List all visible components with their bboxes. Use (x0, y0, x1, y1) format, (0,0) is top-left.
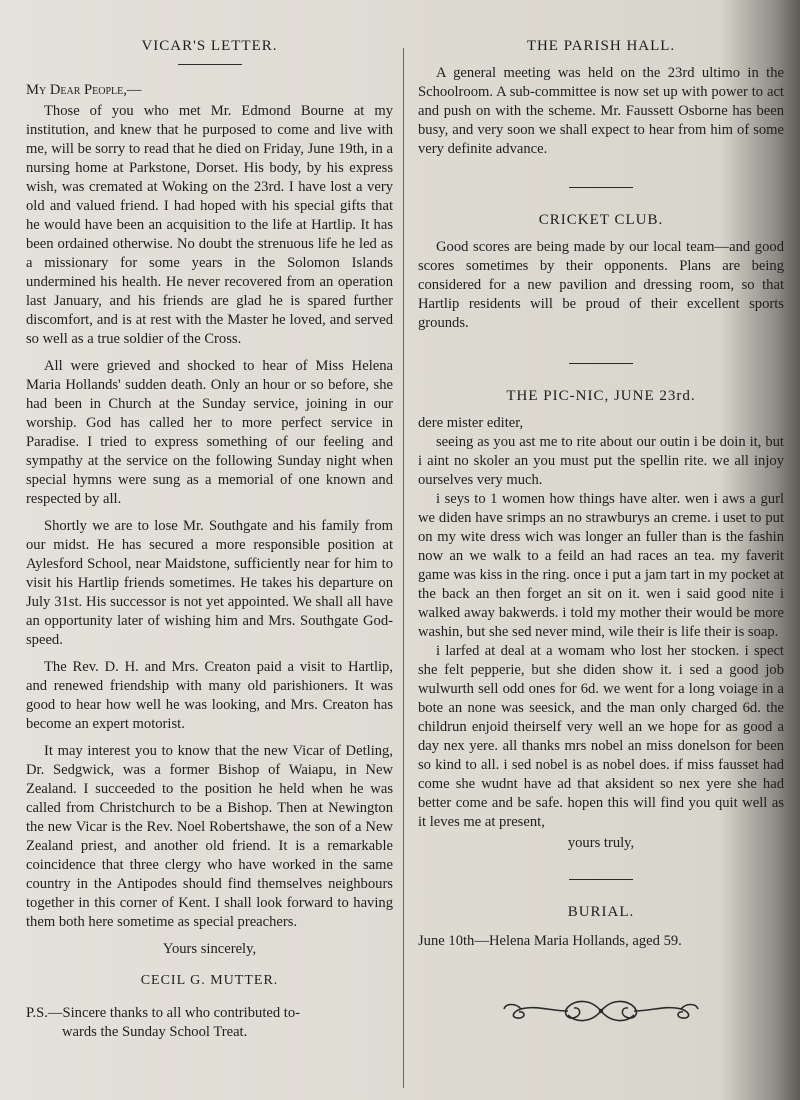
section-rule (569, 879, 633, 880)
picnic-signoff: yours truly, (567, 835, 635, 851)
picnic-paragraph: seeing as you ast me to rite about our outin i be doin it, but i aint no skoler an you must put the spellin rite. we all injoy ourselves very much. (418, 434, 784, 488)
vicars-letter-title: VICAR'S LETTER. (141, 38, 278, 54)
parish-hall-section (418, 36, 784, 159)
letter-closing: Yours sincerely, (162, 941, 257, 957)
right-column (418, 36, 784, 1031)
letter-paragraph: Those of you who met Mr. Edmond Bourne at my institution, and knew that he purposed to come and live with me, will be sorry to read that he died on Friday, June 19th, in a nursing home at Parkstone, Dorset. His body, by his express wish, was cremated at Woking on the 23rd. I have lost a very old and valued friend. I had hoped with his special gifts that he would have been an acquisition to the life at Hartlip. It has been ordained otherwise. No doubt the strenuous life he led as a missionary for some years in the Solomon Islands undermined his health. He never recovered from an operation last January, and his friends are glad he is spared further discomfort, and is at rest with the Master he loved, and served so well as a true soldier of the Cross. (26, 103, 393, 347)
letter-paragraph: All were grieved and shocked to hear of Miss Helena Maria Hollands' sudden death. Only an hour or so before, she had been in Church at the Sunday service, joining in our worship. God has called her to more perfect service in Paradise. I tried to express something of our feeling and sympathy at the service on the following Sunday night when special hymns were sung as a memorial of one known and respected by all. (26, 358, 393, 507)
picnic-paragraph: i larfed at deal at a womam who lost her stocken. i spect she felt pepperie, but she diden show it. i sed a good job wulwurth sell odd ones for 6d. we went for a long voiage in a bote an none was seesick, and the man only charged 6d. the childrun enjoid theirself very well an we hope for as good a day nex yere. all thanks mrs nobel an miss donelson for been so kind to all. i sed nobel is as nobel does. if miss fausset had come she wudnt have ad that aksident so nex yere she had better come and be safe. hopen this will find you quit well as it leves me at present, (418, 643, 784, 830)
postscript-line-2: wards the Sunday School Treat. (62, 1024, 248, 1040)
letter-paragraph: It may interest you to know that the new Vicar of Detling, Dr. Sedgwick, was a former Bishop of Waiapu, in New Zealand. I succeeded to the position he held when he was called from Christchurch to be a Bishop. Then at Newington the new Vicar is the Rev. Noel Robertshawe, the son of a New Zealand priest, and another old friend. It is a remarkable coincidence that three clergy who have worked in the same country in the Antipodes should find themselves neighbours together in this corner of Kent. I shall look forward to having them both here sometime as special preachers. (26, 743, 393, 930)
title-rule (178, 64, 242, 65)
section-rule (569, 187, 633, 188)
column-divider (403, 48, 404, 1088)
parish-hall-text: A general meeting was held on the 23rd ultimo in the Schoolroom. A sub-committee is now set up with power to act and push on with the scheme. Mr. Faussett Osborne has been busy, and very soon we shall expect to hear from him of some very definite advance. (418, 65, 784, 157)
letter-paragraph: Shortly we are to lose Mr. Southgate and his family from our midst. He has secured a more responsible position at Aylesford School, near Maidstone, sufficiently near for him to visit his Hartlip friends sometimes. He takes his departure on July 31st. His successor is not yet appointed. We shall all have an opportunity later of wishing him and Mrs. Southgate God-speed. (26, 518, 393, 648)
cricket-title: CRICKET CLUB. (538, 212, 664, 228)
picnic-section (418, 386, 784, 853)
section-rule (569, 363, 633, 364)
postscript (26, 1004, 393, 1042)
picnic-greeting: dere mister editer, (418, 415, 524, 431)
burial-section (418, 902, 784, 951)
scroll-flourish-icon (496, 991, 706, 1031)
burial-entry: June 10th—Helena Maria Hollands, aged 59. (418, 933, 682, 949)
picnic-paragraph: i seys to 1 women how things have alter. wen i aws a gurl we diden have srimps an no strawburys an creme. i uset to put on my wite dress wich was longer an fuller than is the fashin now an we walk to a feild an had races an tea. my faverit game was kiss in the ring. once i put a jam tart in my pocket at the back an then forget an sit on it. wen i said good nite i walked away bakwerds. i told my mother their would be more washin, but she sed never mind, wile their is life their is soap. (418, 491, 784, 640)
salutation: My Dear People,— (26, 82, 142, 98)
postscript-line-1: P.S.—Sincere thanks to all who contributed to- (26, 1005, 301, 1021)
picnic-title: THE PIC-NIC, JUNE 23rd. (506, 388, 696, 404)
cricket-section (418, 210, 784, 333)
letter-paragraph: The Rev. D. H. and Mrs. Creaton paid a visit to Hartlip, and renewed friendship with many old parishioners. It was good to hear how well he was looking, and Mrs. Creaton has become an expert motorist. (26, 659, 393, 732)
vicars-letter-column (26, 36, 393, 1042)
parish-hall-title: THE PARISH HALL. (526, 38, 676, 54)
letter-signature: CECIL G. MUTTER. (140, 973, 279, 988)
cricket-text: Good scores are being made by our local team—and good scores sometimes by their opponents. Plans are being considered for a new pavilion and dressing room, so that Hartlip residents will be proud of their excellent sports grounds. (418, 239, 784, 331)
burial-title: BURIAL. (567, 904, 635, 920)
